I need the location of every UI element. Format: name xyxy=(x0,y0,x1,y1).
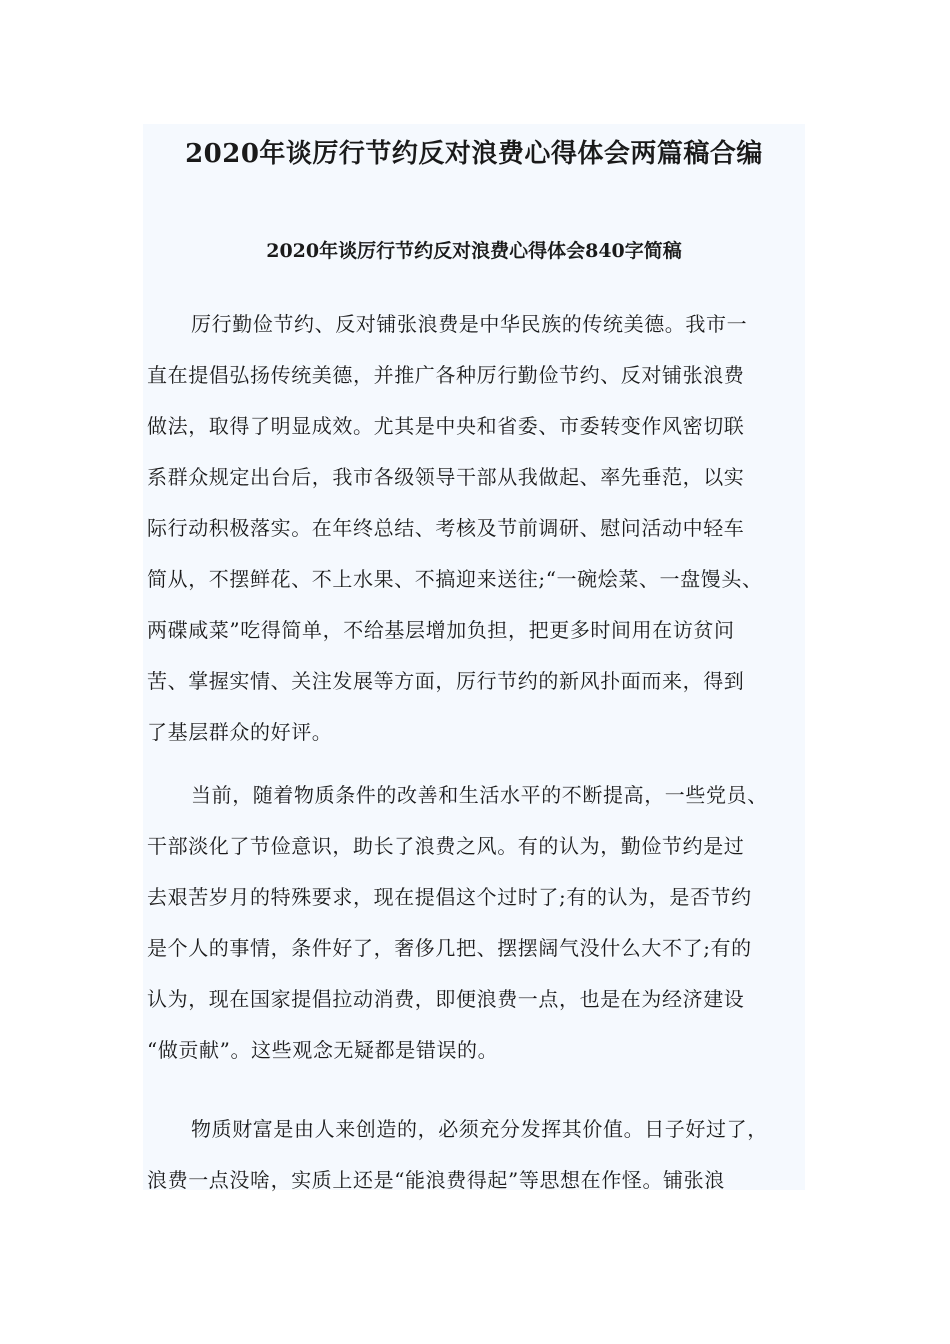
paragraph-3 xyxy=(147,1104,807,1206)
text-line: 当前，随着物质条件的改善和生活水平的不断提高，一些党员、 xyxy=(191,783,768,807)
document-subtitle: 2020年谈厉行节约反对浪费心得体会840字简稿 xyxy=(266,240,682,262)
text-line: 厉行勤俭节约、反对铺张浪费是中华民族的传统美德。我市一 xyxy=(191,312,748,336)
text-line: “做贡献”。这些观念无疑都是错误的。 xyxy=(147,1038,499,1062)
paragraph-1 xyxy=(147,299,807,758)
text-line: 了基层群众的好评。 xyxy=(147,720,333,744)
text-line: 直在提倡弘扬传统美德，并推广各种厉行勤俭节约、反对铺张浪费 xyxy=(147,363,745,387)
text-line: 两碟咸菜”吃得简单，不给基层增加负担，把更多时间用在访贫问 xyxy=(147,618,735,642)
text-line: 做法，取得了明显成效。尤其是中央和省委、市委转变作风密切联 xyxy=(147,414,745,438)
text-line: 是个人的事情，条件好了，奢侈几把、摆摆阔气没什么大不了;有的 xyxy=(147,936,752,960)
text-line: 系群众规定出台后，我市各级领导干部从我做起、率先垂范，以实 xyxy=(147,465,745,489)
text-line: 际行动积极落实。在年终总结、考核及节前调研、慰问活动中轻车 xyxy=(147,516,745,540)
text-line: 认为，现在国家提倡拉动消费，即便浪费一点，也是在为经济建设 xyxy=(147,987,745,1011)
text-line: 去艰苦岁月的特殊要求，现在提倡这个过时了;有的认为，是否节约 xyxy=(147,885,752,909)
text-line: 干部淡化了节俭意识，助长了浪费之风。有的认为，勤俭节约是过 xyxy=(147,834,745,858)
text-line: 物质财富是由人来创造的，必须充分发挥其价值。日子好过了， xyxy=(191,1117,768,1141)
document-title: 2020年谈厉行节约反对浪费心得体会两篇稿合编 xyxy=(185,139,763,169)
text-line: 浪费一点没啥，实质上还是“能浪费得起”等思想在作怪。铺张浪 xyxy=(147,1168,725,1192)
text-line: 简从，不摆鲜花、不上水果、不搞迎来送往;“一碗烩菜、一盘馒头、 xyxy=(147,567,763,591)
paragraph-2 xyxy=(147,770,807,1076)
text-line: 苦、掌握实情、关注发展等方面，厉行节约的新风扑面而来，得到 xyxy=(147,669,745,693)
